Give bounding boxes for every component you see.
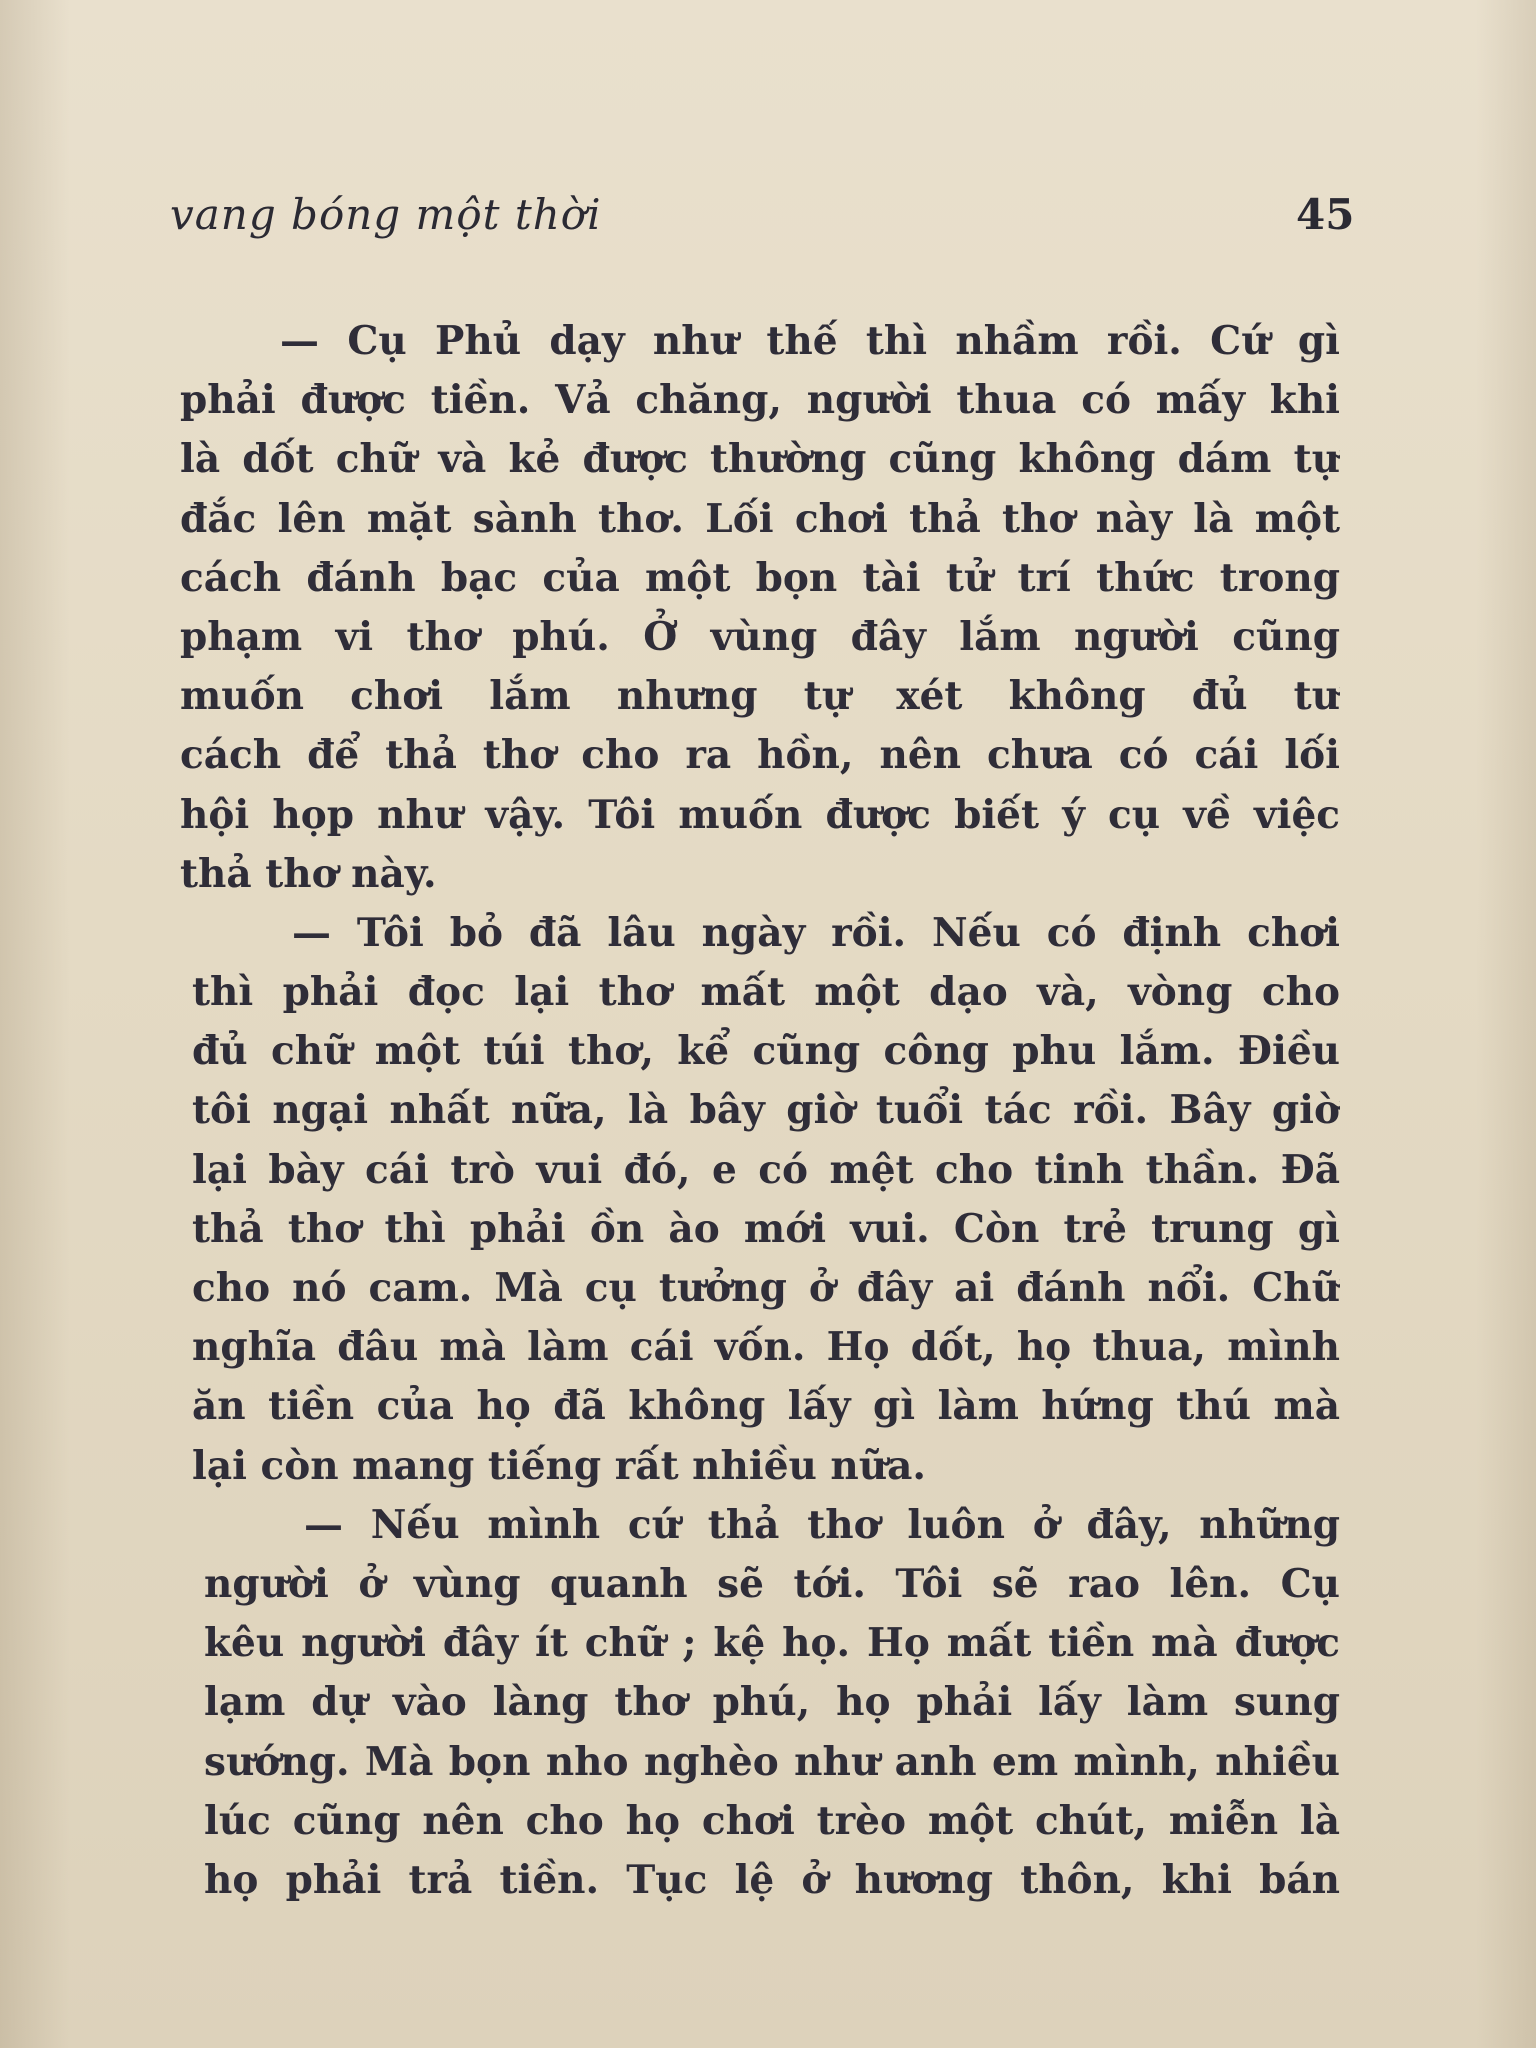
text-line: lúc cũng nên cho họ chơi trèo một chút, miễn là (204, 1797, 1340, 1844)
text-line: hội họp như vậy. Tôi muốn được biết ý cụ về việc (180, 791, 1340, 838)
text-line: — Cụ Phủ dạy như thế thì nhầm rồi. Cứ gì (280, 318, 1340, 364)
text-line: phạm vi thơ phú. Ở vùng đây lắm người cũng (180, 613, 1340, 660)
text-line: cách để thả thơ cho ra hồn, nên chưa có cái lối (180, 732, 1340, 779)
body-text (180, 312, 1340, 1910)
paragraph-3 (204, 1496, 1340, 1910)
text-line: đắc lên mặt sành thơ. Lối chơi thả thơ này là một (180, 495, 1340, 542)
paragraph-1 (180, 312, 1340, 904)
running-title: vang bóng một thời (170, 190, 602, 239)
text-line: cách đánh bạc của một bọn tài tử trí thức trong (180, 554, 1340, 601)
text-line: thả thơ thì phải ồn ào mới vui. Còn trẻ trung gì (192, 1205, 1340, 1252)
text-line: nghĩa đâu mà làm cái vốn. Họ dốt, họ thua, mình (192, 1324, 1340, 1371)
text-line: sướng. Mà bọn nho nghèo như anh em mình, nhiều (204, 1738, 1340, 1785)
text-line: lại bày cái trò vui đó, e có mệt cho tinh thần. Đã (192, 1146, 1340, 1193)
text-line: phải được tiền. Vả chăng, người thua có mấy khi (180, 377, 1340, 424)
paragraph-2 (192, 904, 1340, 1496)
text-line: đủ chữ một túi thơ, kể cũng công phu lắm. Điều (192, 1028, 1340, 1075)
text-line: — Nếu mình cứ thả thơ luôn ở đây, những (304, 1501, 1340, 1548)
text-line: thả thơ này. (180, 850, 437, 897)
text-line: họ phải trả tiền. Tục lệ ở hương thôn, khi bán (204, 1856, 1340, 1903)
text-line: lạm dự vào làng thơ phú, họ phải lấy làm sung (204, 1679, 1340, 1726)
text-line: muốn chơi lắm nhưng tự xét không đủ tư (180, 673, 1340, 720)
page-number: 45 (1296, 190, 1355, 239)
text-line: cho nó cam. Mà cụ tưởng ở đây ai đánh nổi. Chữ (192, 1265, 1340, 1311)
text-line: thì phải đọc lại thơ mất một dạo và, vòng cho (192, 969, 1340, 1016)
text-line: lại còn mang tiếng rất nhiều nữa. (192, 1442, 926, 1489)
text-line: — Tôi bỏ đã lâu ngày rồi. Nếu có định chơi (292, 909, 1340, 956)
text-line: ăn tiền của họ đã không lấy gì làm hứng thú mà (192, 1383, 1340, 1430)
text-line: người ở vùng quanh sẽ tới. Tôi sẽ rao lên. Cụ (204, 1560, 1340, 1607)
text-line: kêu người đây ít chữ ; kệ họ. Họ mất tiền mà được (204, 1620, 1340, 1667)
text-line: là dốt chữ và kẻ được thường cũng không dám tự (180, 436, 1340, 483)
text-line: tôi ngại nhất nữa, là bây giờ tuổi tác rồi. Bây giờ (192, 1087, 1340, 1134)
